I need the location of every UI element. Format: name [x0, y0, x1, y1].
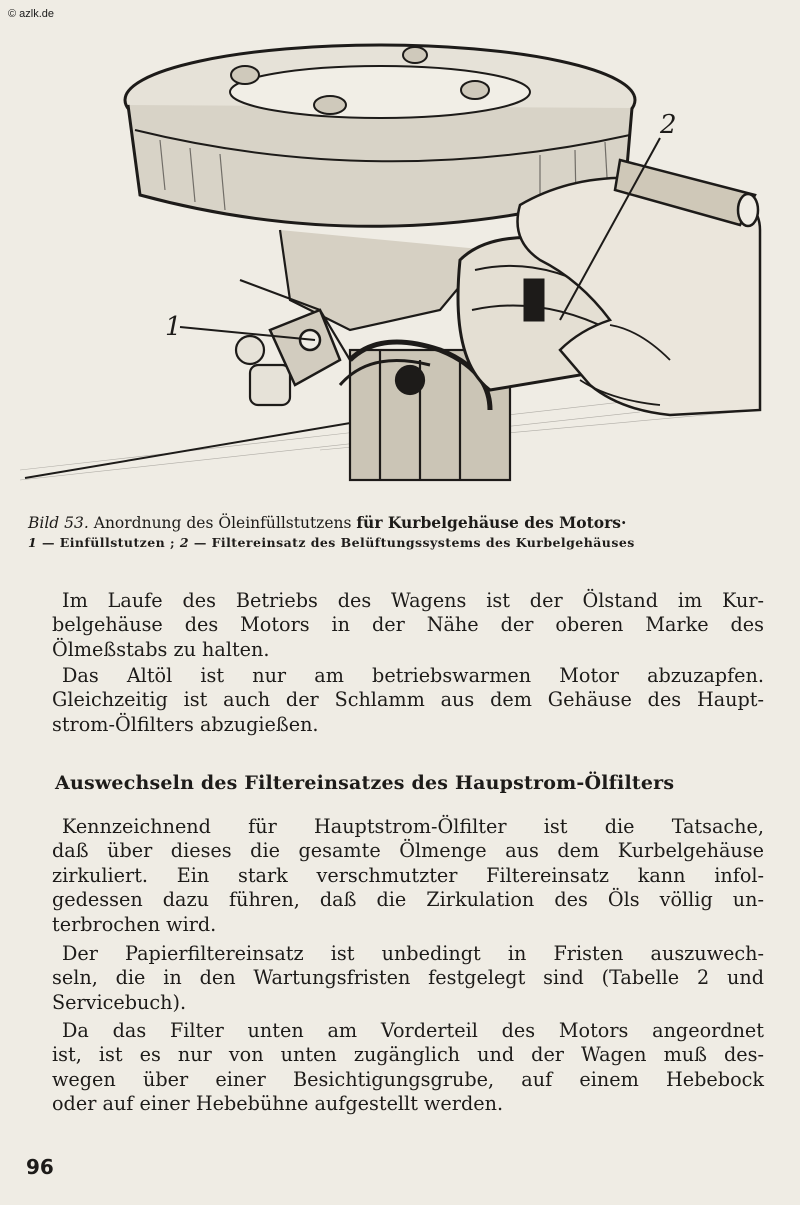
- callout-1-label: 1: [165, 312, 182, 342]
- text-line: terbrochen wird.: [52, 912, 217, 936]
- text-line: belgehäuse des Motors in der Nähe der oberen Marke des: [52, 613, 764, 637]
- text-line: ist, ist es nur von unten zugänglich und der Wagen muß des-: [52, 1043, 764, 1067]
- legend-2-number: 2: [179, 535, 189, 550]
- text-line: daß über dieses die gesamte Ölmenge aus dem Kurbelgehäuse: [52, 839, 764, 863]
- text-line: Das Altöl ist nur am betriebswarmen Motor abzuzapfen.: [62, 664, 764, 687]
- text-line: Servicebuch).: [52, 990, 187, 1014]
- page-number: 96: [26, 1155, 54, 1179]
- text-line: Der Papierfiltereinsatz ist unbedingt in Fristen auszuwech-: [62, 942, 764, 965]
- paragraph-filter-location: [52, 1019, 764, 1117]
- caption-title-part1: Anordnung des Öleinfüllstutzens: [93, 514, 352, 532]
- section-heading: Auswechseln des Filtereinsatzes des Haupstrom-Ölfilters: [55, 772, 675, 794]
- figure-label: Bild 53.: [28, 514, 89, 532]
- text-line: Ölmeßstabs zu halten.: [52, 637, 270, 661]
- callout-2-label: 2: [660, 110, 677, 140]
- text-line: gedessen dazu führen, daß die Zirkulation des Öls völlig un-: [52, 888, 764, 912]
- text-line: Gleichzeitig ist auch der Schlamm aus dem Gehäuse des Haupt-: [52, 688, 764, 712]
- legend-2-text: — Filtereinsatz des Belüftungssystems des Kurbelgehäuses: [193, 535, 635, 550]
- engine-illustration: [20, 30, 780, 510]
- text-line: zirkuliert. Ein stark verschmutzter Filtereinsatz kann infol-: [52, 863, 764, 887]
- caption-title: [28, 512, 768, 534]
- caption-title-part2: für Kurbelgehäuse des Motors·: [356, 513, 627, 532]
- text-line: oder auf einer Hebebühne aufgestellt werden.: [52, 1092, 504, 1116]
- text-line: seln, die in den Wartungsfristen festgelegt sind (Tabelle 2 und: [52, 966, 764, 990]
- engine-drawing: [20, 30, 780, 510]
- text-line: wegen über einer Besichtigungsgrube, auf einem Hebebock: [52, 1067, 764, 1091]
- paragraph-full-flow-filter: [52, 815, 764, 937]
- paragraph-paper-filter: [52, 942, 764, 1015]
- caption-legend: [28, 534, 768, 552]
- legend-1-number: 1: [28, 535, 38, 550]
- paragraph-old-oil: [52, 664, 764, 737]
- figure-caption: [28, 512, 768, 552]
- text-line: Kennzeichnend für Hauptstrom-Ölfilter ist die Tatsache,: [62, 815, 764, 838]
- text-line: strom-Ölfilters abzugießen.: [52, 712, 319, 736]
- watermark: © azlk.de: [8, 8, 55, 20]
- text-line: Im Laufe des Betriebs des Wagens ist der Ölstand im Kur-: [62, 589, 764, 612]
- legend-1-text: — Einfüllstutzen ;: [41, 535, 176, 550]
- text-line: Da das Filter unten am Vorderteil des Motors angeordnet: [62, 1019, 764, 1042]
- paragraph-oil-level: [52, 589, 764, 662]
